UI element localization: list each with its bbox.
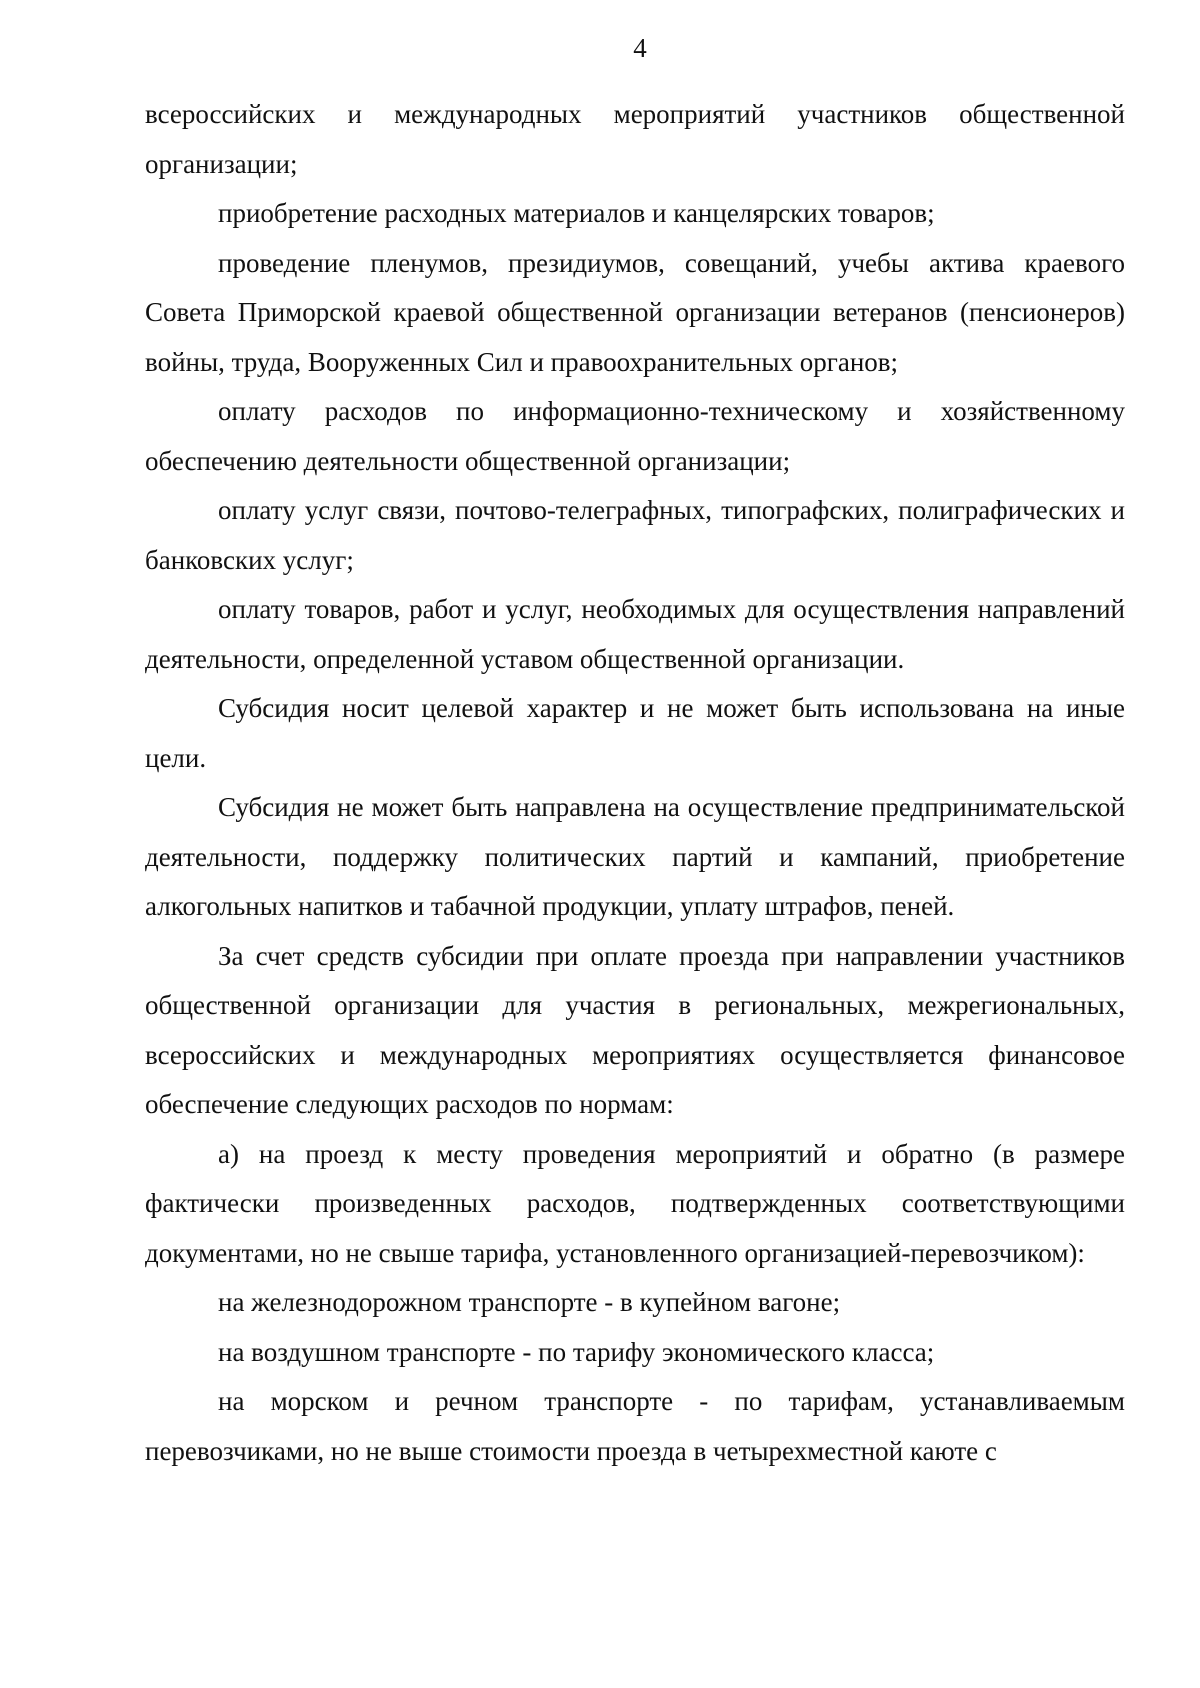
paragraph-continuation: всероссийских и международных мероприятий участников общественной организации; [145,99,1125,179]
paragraph: приобретение расходных материалов и канцелярских товаров; [218,198,935,228]
paragraph: оплату товаров, работ и услуг, необходимых для осуществления направлений деятельности, определенной уставом общественной организации. [145,594,1125,674]
paragraph: проведение пленумов, президиумов, совещаний, учебы актива краевого Совета Приморской краевой общественной организации ветеранов (пенсионеров) войны, труда, Вооруженных Сил и правоохранительных органов; [145,247,1125,377]
paragraph: Субсидия носит целевой характер и не может быть использована на иные цели. [145,693,1125,773]
paragraph: оплату расходов по информационно-техническому и хозяйственному обеспечению деятельности общественной организации; [145,396,1125,476]
document-body [145,90,1125,1476]
paragraph: Субсидия не может быть направлена на осуществление предпринимательской деятельности, поддержку политических партий и кампаний, приобретение алкогольных напитков и табачной продукции, уплату штрафов, пеней. [145,792,1125,921]
page-number: 4 [633,33,647,63]
paragraph: а) на проезд к месту проведения мероприятий и обратно (в размере фактически произведенных расходов, подтвержденных соответствующими документами, но не свыше тарифа, установленного организацией-перевозчиком): [145,1138,1125,1268]
paragraph: на морском и речном транспорте - по тарифам, устанавливаемым перевозчиками, но не выше стоимости проезда в четырехместной каюте с [145,1386,1125,1466]
paragraph: на железнодорожном транспорте - в купейном вагоне; [218,1287,841,1317]
paragraph: оплату услуг связи, почтово-телеграфных, типографских, полиграфических и банковских услуг; [145,495,1125,575]
paragraph: За счет средств субсидии при оплате проезда при направлении участников общественной организации для участия в региональных, межрегиональных, всероссийских и международных мероприятиях осуществляется финансовое обеспечение следующих расходов по нормам: [145,940,1125,1119]
paragraph: на воздушном транспорте - по тарифу экономического класса; [218,1336,935,1367]
